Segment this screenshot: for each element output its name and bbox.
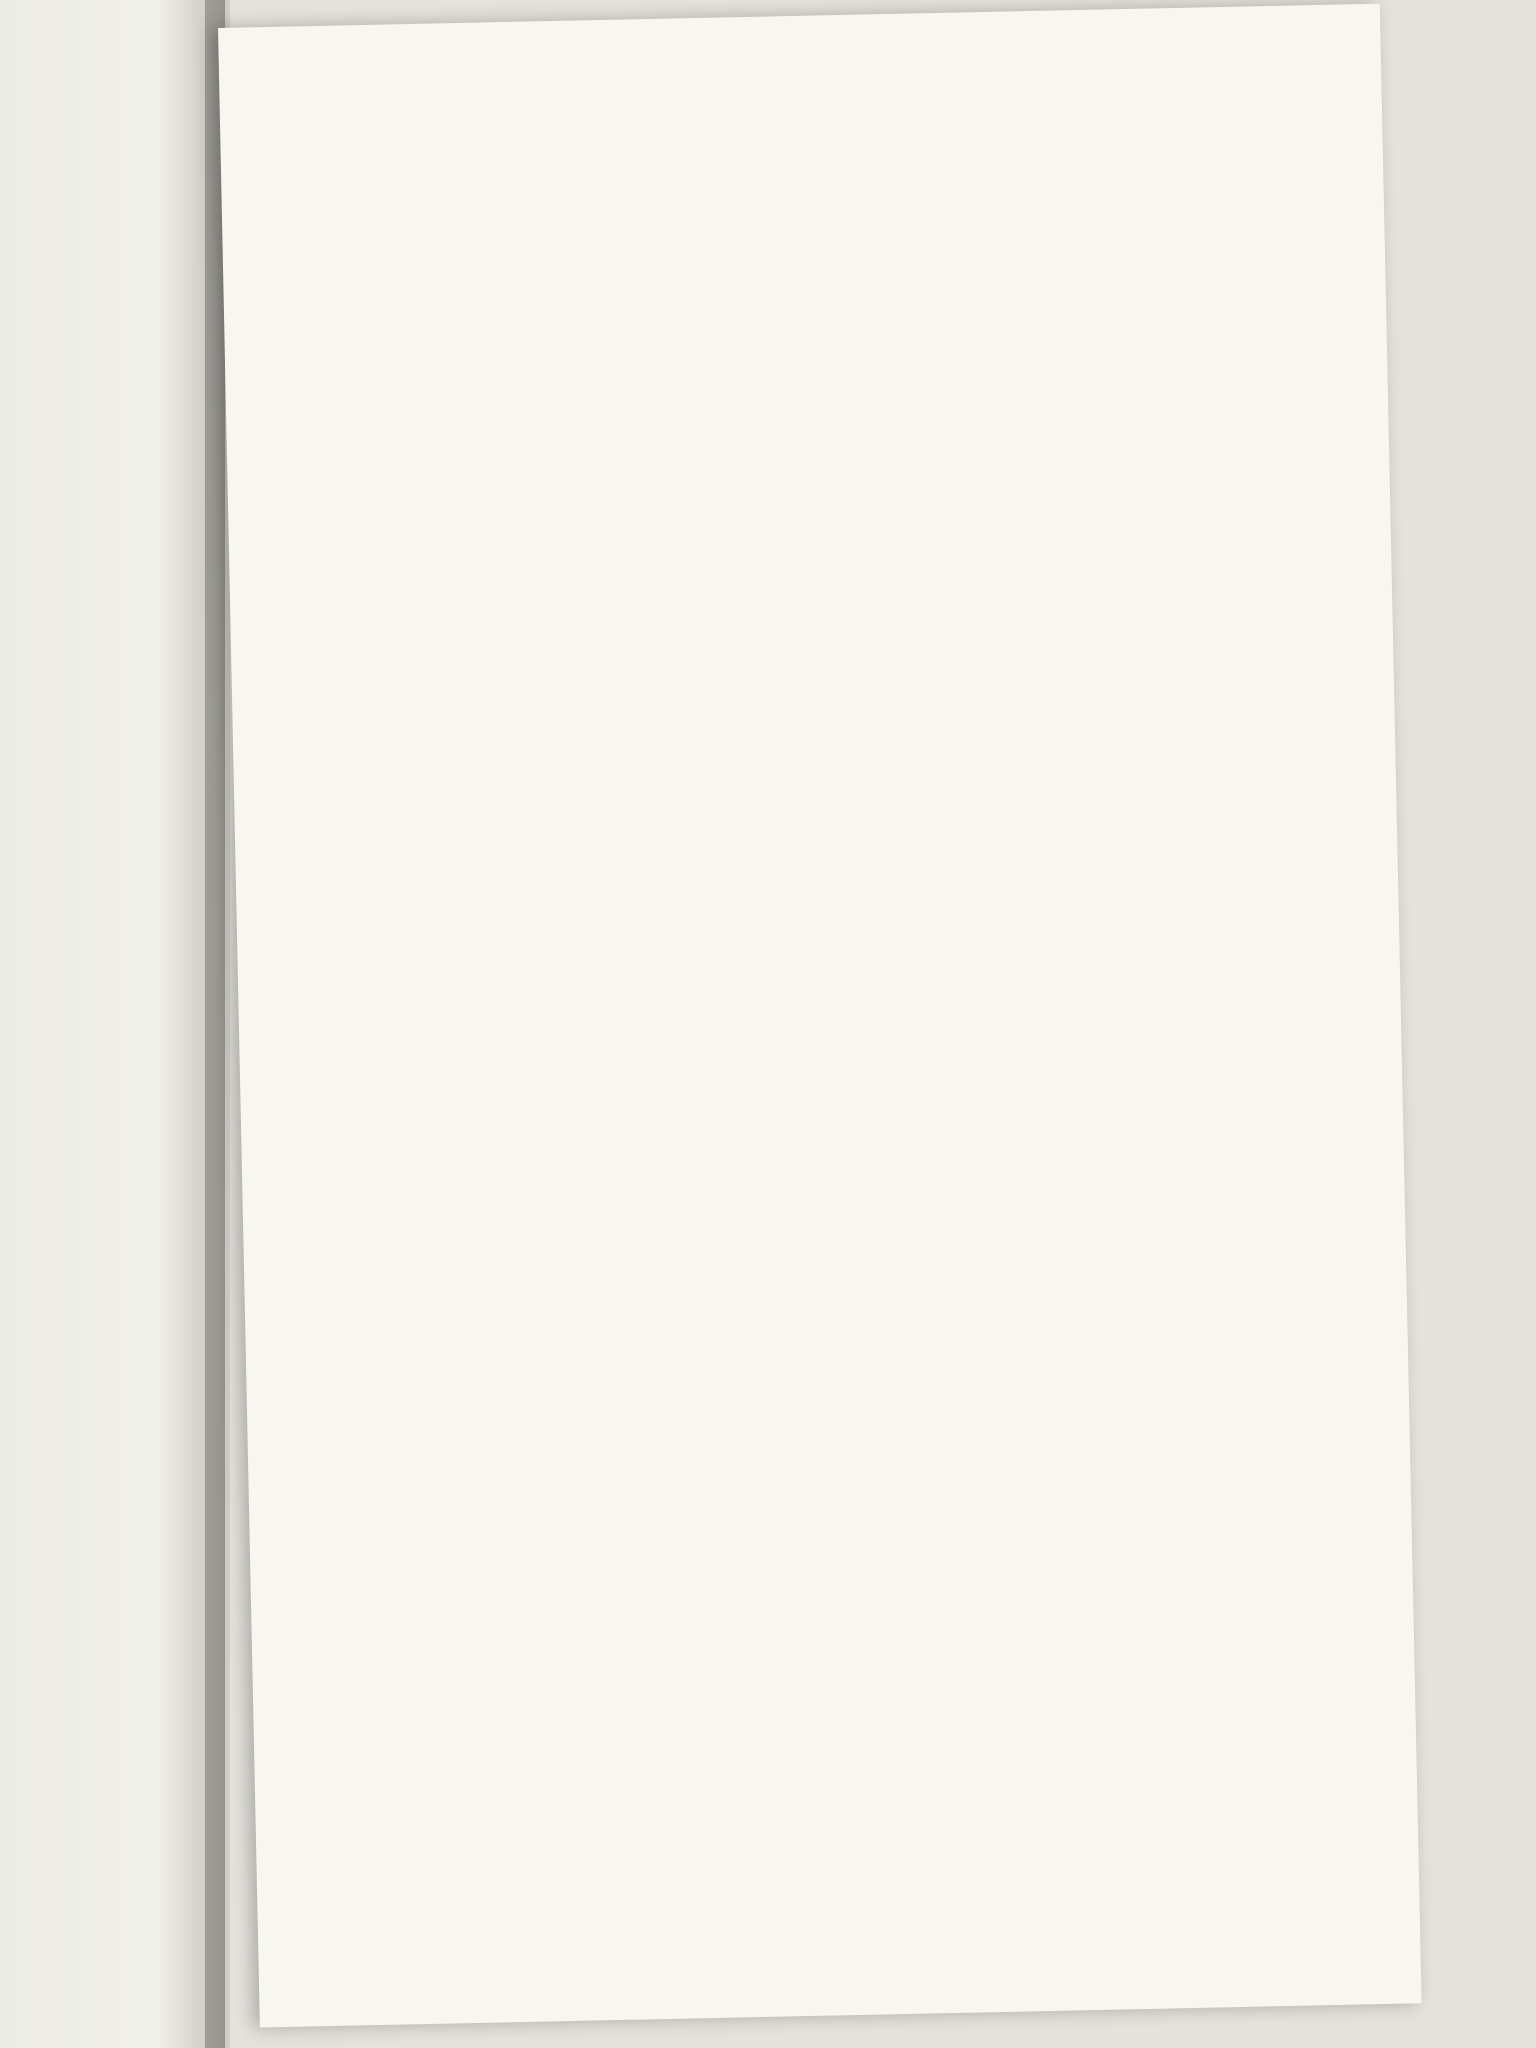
top-items — [255, 74, 1345, 97]
page-content — [255, 74, 1345, 97]
left-page — [0, 0, 225, 2048]
right-page — [218, 4, 1422, 2028]
sections — [255, 74, 1345, 97]
left-page-text — [0, 52, 223, 72]
